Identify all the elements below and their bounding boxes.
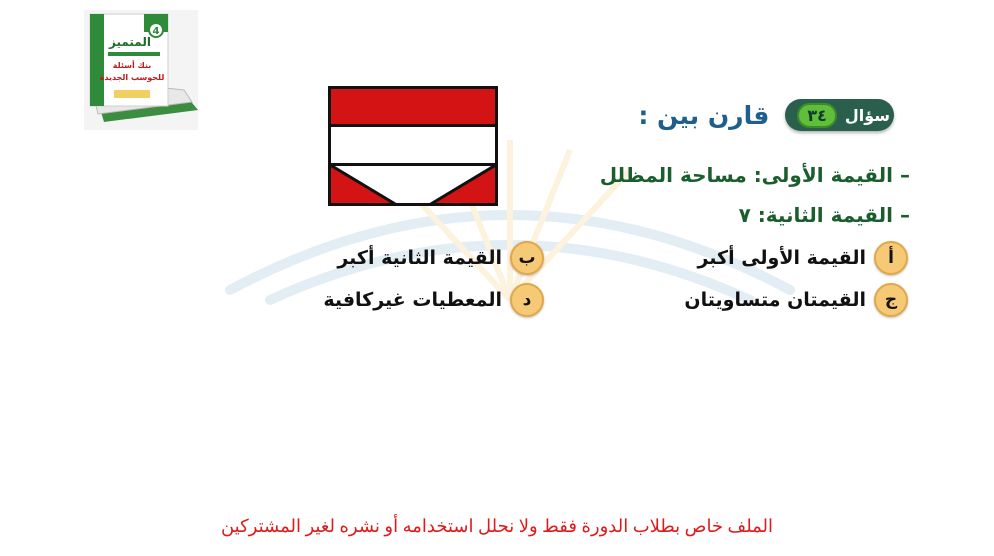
footer-notice: الملف خاص بطلاب الدورة فقط ولا نحلل استخدامه أو نشره لغير المشتركين [220, 516, 774, 536]
shaded-top-band [330, 88, 497, 126]
option-d[interactable] [323, 283, 544, 317]
question-badge [785, 99, 894, 131]
question-number: ٣٤ [797, 103, 837, 128]
option-b[interactable] [337, 241, 544, 275]
book-subtitle: بنك أسئلة [112, 61, 152, 70]
second-value: – القيمة الثانية: ٧ [738, 203, 910, 227]
option-c-text: القيمتان متساويتان [684, 289, 866, 311]
question-label: سؤال [844, 105, 890, 125]
option-a-letter: أ [874, 241, 908, 275]
book-subtitle2: للحوسب الجديدة [99, 73, 165, 82]
option-b-text: القيمة الثانية أكبر [337, 247, 502, 269]
option-c-letter: ج [874, 283, 908, 317]
option-d-text: المعطيات غيركافية [323, 289, 502, 311]
option-c[interactable] [684, 283, 908, 317]
question-header [638, 96, 894, 134]
book-title: المتميز [109, 35, 151, 49]
book-cover-image [84, 10, 198, 130]
question-title: قارن بين : [638, 100, 770, 130]
shaded-figure [328, 86, 498, 206]
first-value: – القيمة الأولى: مساحة المظلل [599, 163, 910, 187]
book-grade: 4 [152, 26, 160, 37]
option-a-text: القيمة الأولى أكبر [697, 247, 866, 269]
option-a[interactable] [697, 241, 908, 275]
option-d-letter: د [510, 283, 544, 317]
option-b-letter: ب [510, 241, 544, 275]
